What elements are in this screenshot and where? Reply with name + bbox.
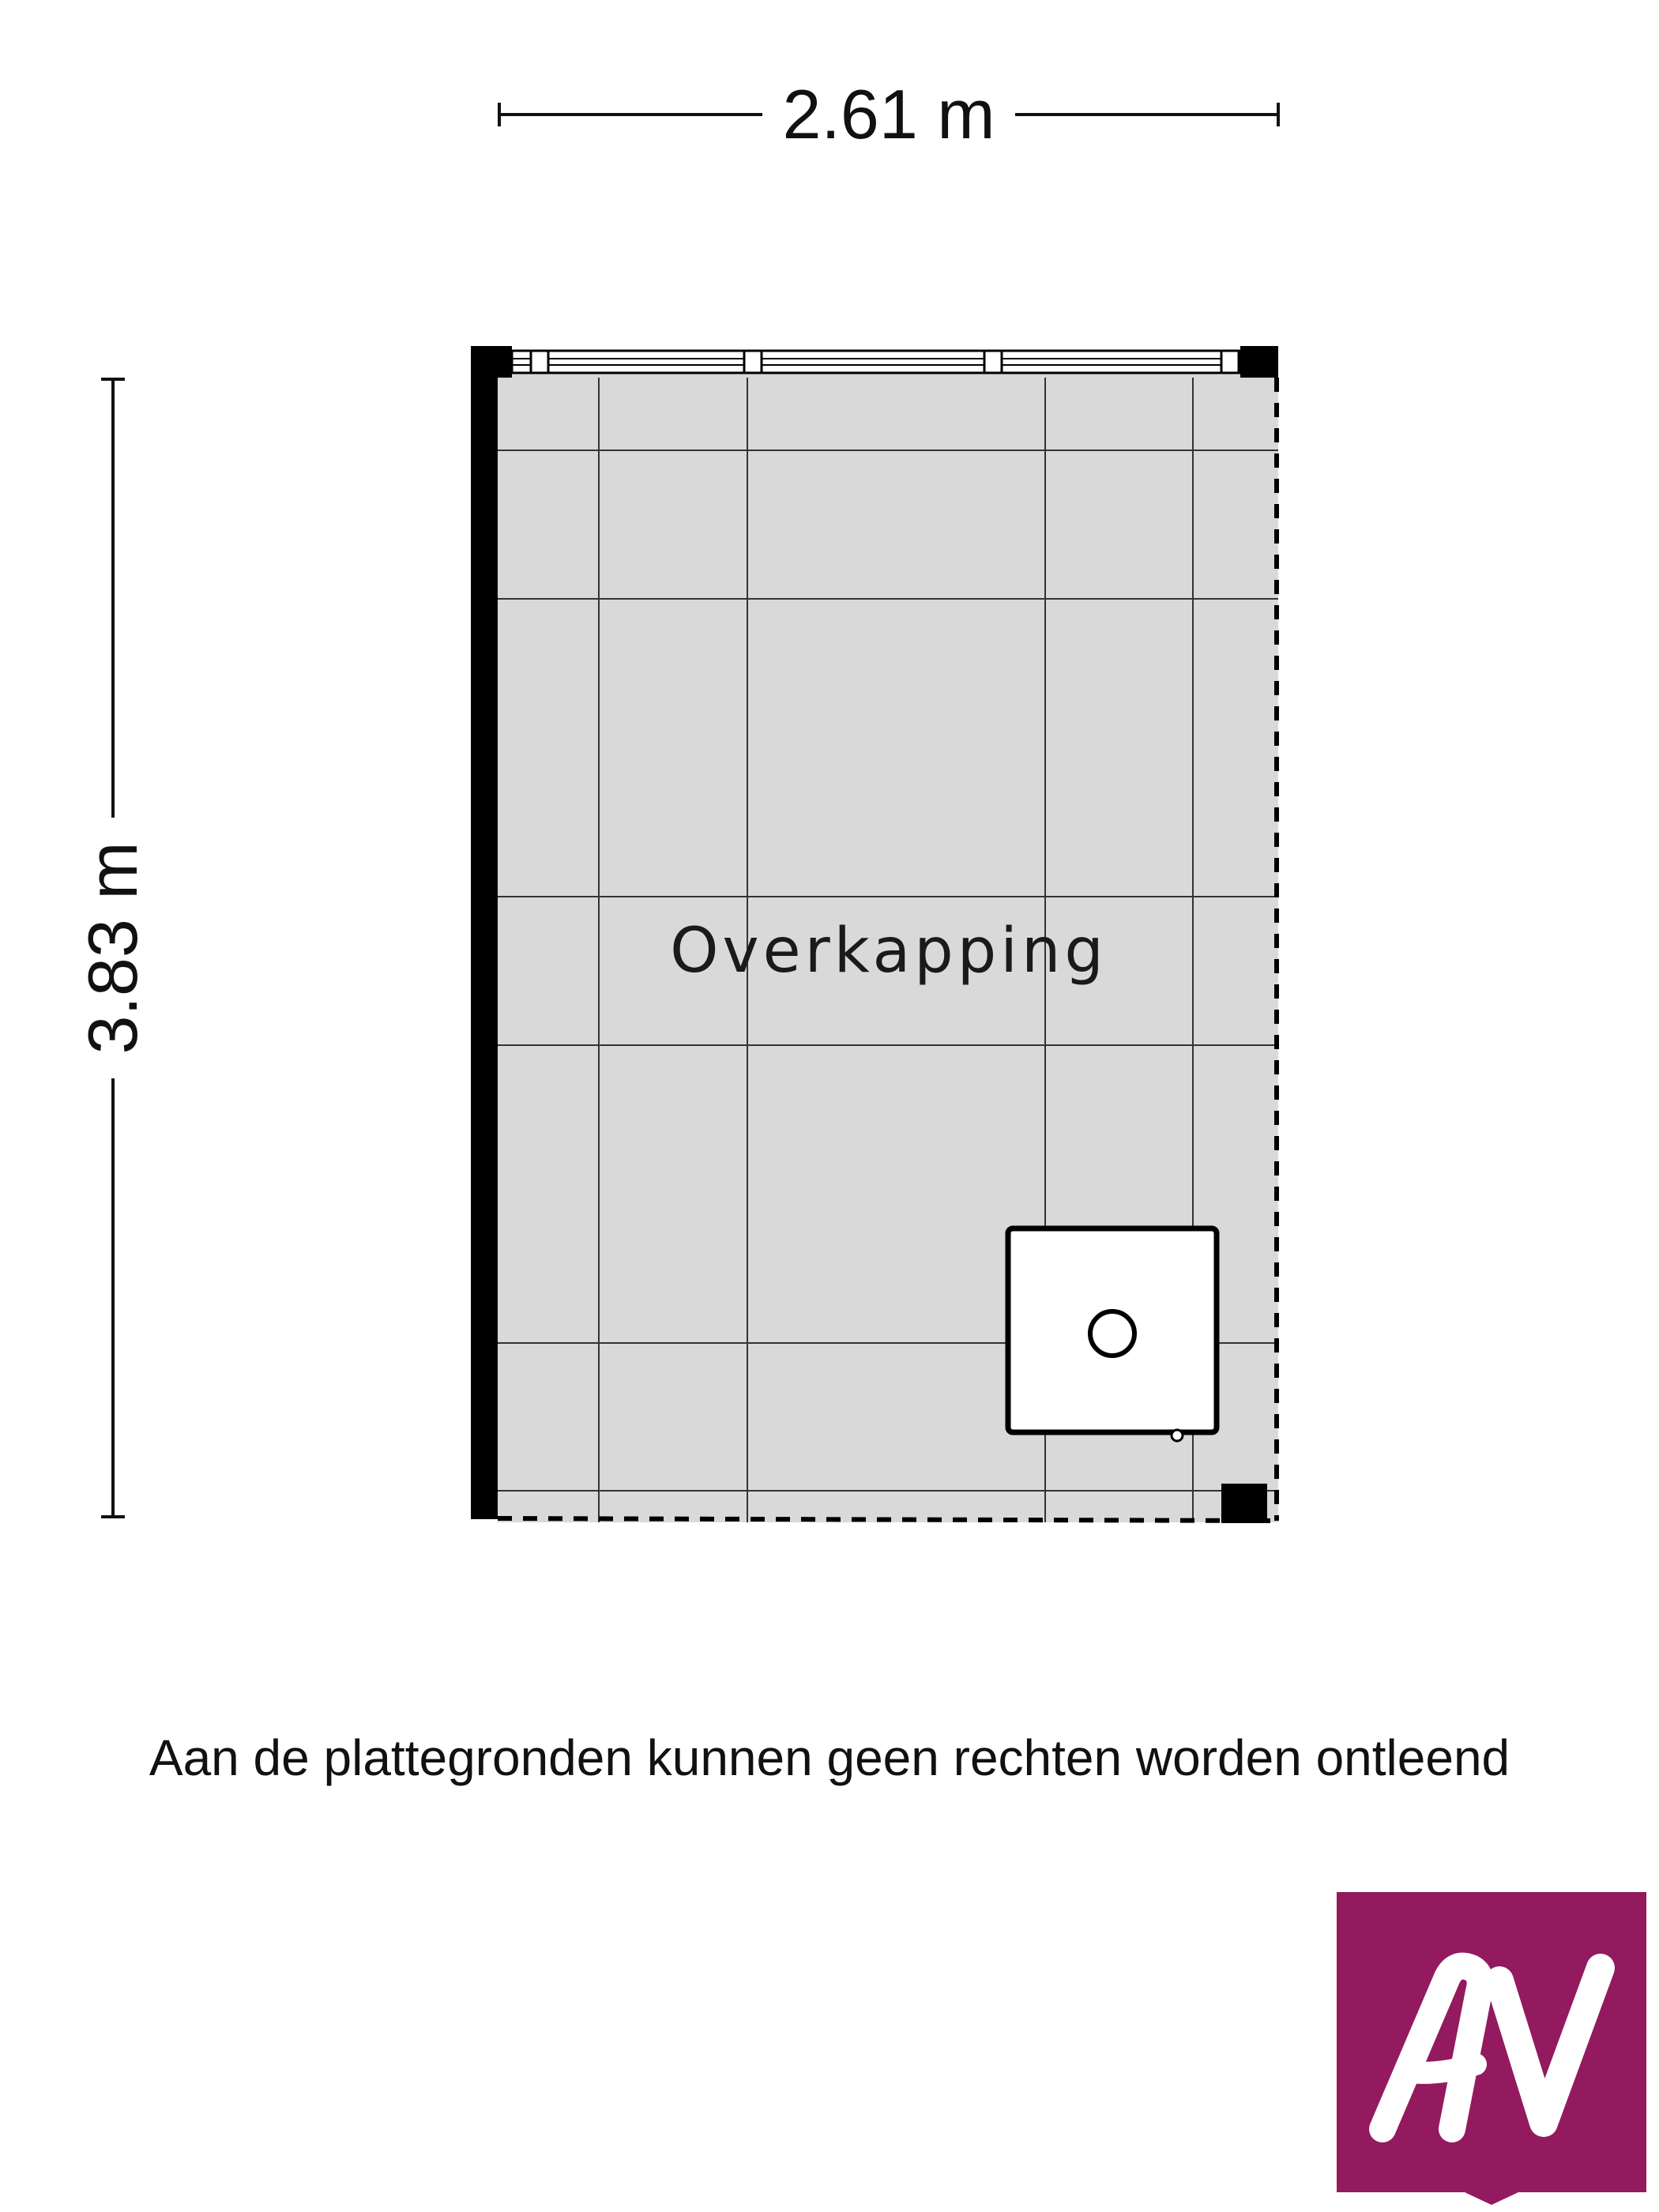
room-label: Overkapping xyxy=(670,916,1108,987)
table-fixture xyxy=(1008,1228,1217,1441)
top-left-post xyxy=(471,346,512,378)
height-label: 3.83 m xyxy=(73,841,152,1055)
disclaimer-text: Aan de plattegronden kunnen geen rechten worden ontleend xyxy=(149,1729,1510,1786)
width-dimension xyxy=(499,75,1278,153)
top-right-post xyxy=(1240,346,1278,378)
brand-logo xyxy=(1337,1892,1646,2205)
left-wall xyxy=(471,346,498,1519)
height-dimension xyxy=(73,379,152,1517)
width-label: 2.61 m xyxy=(782,75,995,153)
top-window xyxy=(512,351,1240,373)
bottom-right-post xyxy=(1221,1484,1267,1523)
